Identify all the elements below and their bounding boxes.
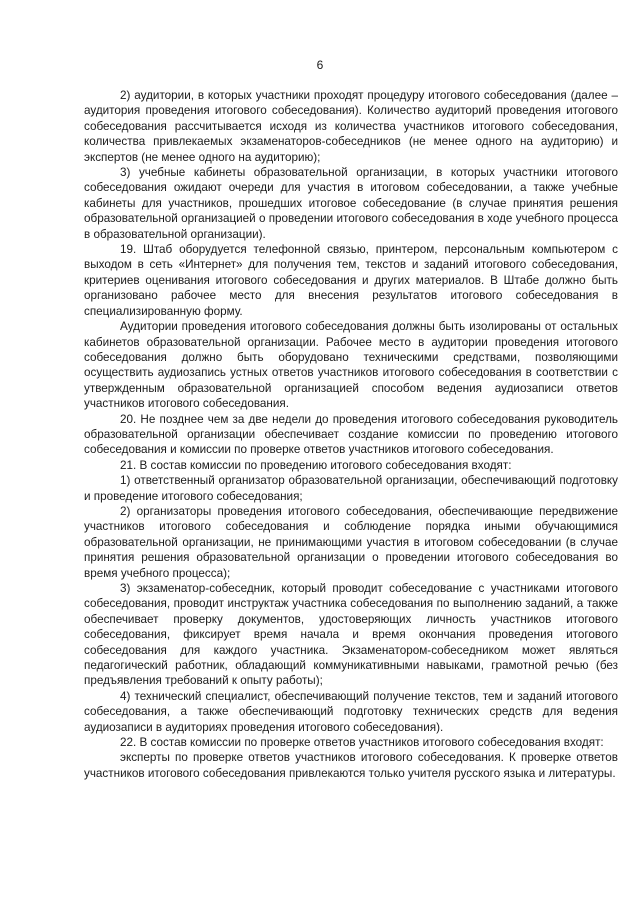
paragraph: 19. Штаб оборудуется телефонной связью, принтером, персональным компьютером с выходом в сеть «Интернет» для получения тем, текстов и заданий итогового собеседования, критериев оценивания итогового собеседования и других материалов. В Штабе должно быть организовано рабочее место для внесения результатов итогового собеседования в специализированную форму. (84, 243, 618, 318)
paragraph: 22. В состав комиссии по проверке ответов участников итогового собеседования входят: (120, 736, 604, 750)
paragraph: 1) ответственный организатор образовательной организации, обеспечивающий подготовку и проведение итогового собеседования; (84, 474, 618, 503)
document-body (84, 88, 618, 781)
paragraph: 3) экзаменатор-собеседник, который проводит собеседование с участниками итогового собеседования, проводит инструктаж участника собеседования по выполнению заданий, а также обеспечивает проверку документов, удостоверяющих личность участников итогового собеседования, фиксирует время начала и время окончания проведения итогового собеседования для каждого участника. Экзаменатором-собеседником может являться педагогический работник, обладающий коммуникативными навыками, грамотной речью (без предъявления требований к опыту работы); (84, 582, 618, 688)
paragraph: 2) организаторы проведения итогового собеседования, обеспечивающие передвижение участников итогового собеседования и соблюдение порядка иными обучающимися образовательной организации, не принимающими участия в итоговом собеседовании (в случае принятия решения образовательной организации о проведении итогового собеседования во время учебного процесса); (84, 504, 618, 580)
paragraph: 20. Не позднее чем за две недели до проведения итогового собеседования руководитель образовательной организации обеспечивает создание комиссии по проведению итогового собеседования и комиссии по проверке ответов участников итогового собеседования. (84, 412, 618, 457)
paragraph: 4) технический специалист, обеспечивающий получение текстов, тем и заданий итогового собеседования, а также обеспечивающий подготовку технических средств для ведения аудиозаписи в аудиториях проведения итогового собеседования). (84, 689, 618, 734)
paragraph: 21. В состав комиссии по проведению итогового собеседования входят: (120, 458, 512, 472)
paragraph: Аудитории проведения итогового собеседования должны быть изолированы от остальных кабинетов образовательной организации. Рабочее место в аудитории проведения итогового собеседования должно быть оборудовано техническими средствами, позволяющими осуществить аудиозапись устных ответов участников итогового собеседования в соответствии с утвержденным образовательной организацией способом ведения аудиозаписи ответов участников итогового собеседования. (84, 320, 618, 411)
paragraph: эксперты по проверке ответов участников итогового собеседования. К проверке ответов участников итогового собеседования привлекаются только учителя русского языка и литературы. (84, 751, 618, 780)
paragraph: 2) аудитории, в которых участники проходят процедуру итогового собеседования (далее – аудитория проведения итогового собеседования). Количество аудиторий проведения итогового собеседования рассчитывается исходя из количества участников итогового собеседования, количества привлекаемых экзаменаторов-собеседников (не менее одного на аудиторию) и экспертов (не менее одного на аудиторию); (84, 89, 618, 164)
paragraph: 3) учебные кабинеты образовательной организации, в которых участники итогового собеседования ожидают очереди для участия в итоговом собеседовании, а также учебные кабинеты для участников, прошедших итоговое собеседование (в случае принятия решения образовательной организацией о проведении итогового собеседования в ходе учебного процесса в образовательной организации). (84, 166, 618, 241)
page-number: 6 (316, 58, 324, 72)
